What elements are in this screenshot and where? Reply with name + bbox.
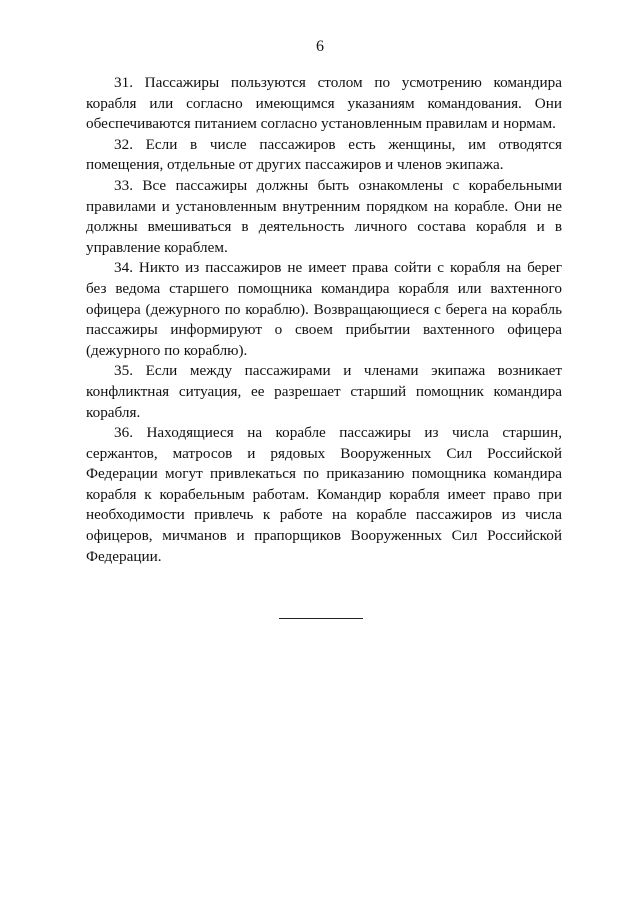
document-body — [86, 73, 562, 567]
document-end-rule — [279, 618, 363, 619]
paragraph-35: 35. Если между пассажирами и членами экипажа возникает конфликтная ситуация, ее разрешает старший помощник командира корабля. — [86, 362, 562, 421]
paragraph-31: 31. Пассажиры пользуются столом по усмотрению командира корабля или согласно имеющимся указаниям командования. Они обеспечиваются питанием согласно установленным правилам и нормам. — [86, 74, 562, 133]
paragraph-34: 34. Никто из пассажиров не имеет права сойти с корабля на берег без ведома старшего помощника командира корабля или вахтенного офицера (дежурного по кораблю). Возвращающиеся с берега на корабль пассажиры информируют о своем прибытии вахтенного офицера (дежурного по кораблю). — [86, 259, 562, 359]
paragraph-32: 32. Если в числе пассажиров есть женщины, им отводятся помещения, отдельные от других пассажиров и членов экипажа. — [86, 135, 562, 174]
paragraph-33: 33. Все пассажиры должны быть ознакомлены с корабельными правилами и установленным внутренним порядком на корабле. Они не должны вмешиваться в деятельность личного состава корабля и в управление кораблем. — [86, 176, 562, 256]
page-number: 6 — [316, 38, 324, 55]
paragraph-36: 36. Находящиеся на корабле пассажиры из числа старшин, сержантов, матросов и рядовых Вооруженных Сил Российской Федерации могут привлекаться по приказанию помощника командира корабля к корабельным работам. Командир корабля имеет право при необходимости привлечь к работе на корабле пассажиров из числа офицеров, мичманов и прапорщиков Вооруженных Сил Российской Федерации. — [86, 424, 562, 565]
